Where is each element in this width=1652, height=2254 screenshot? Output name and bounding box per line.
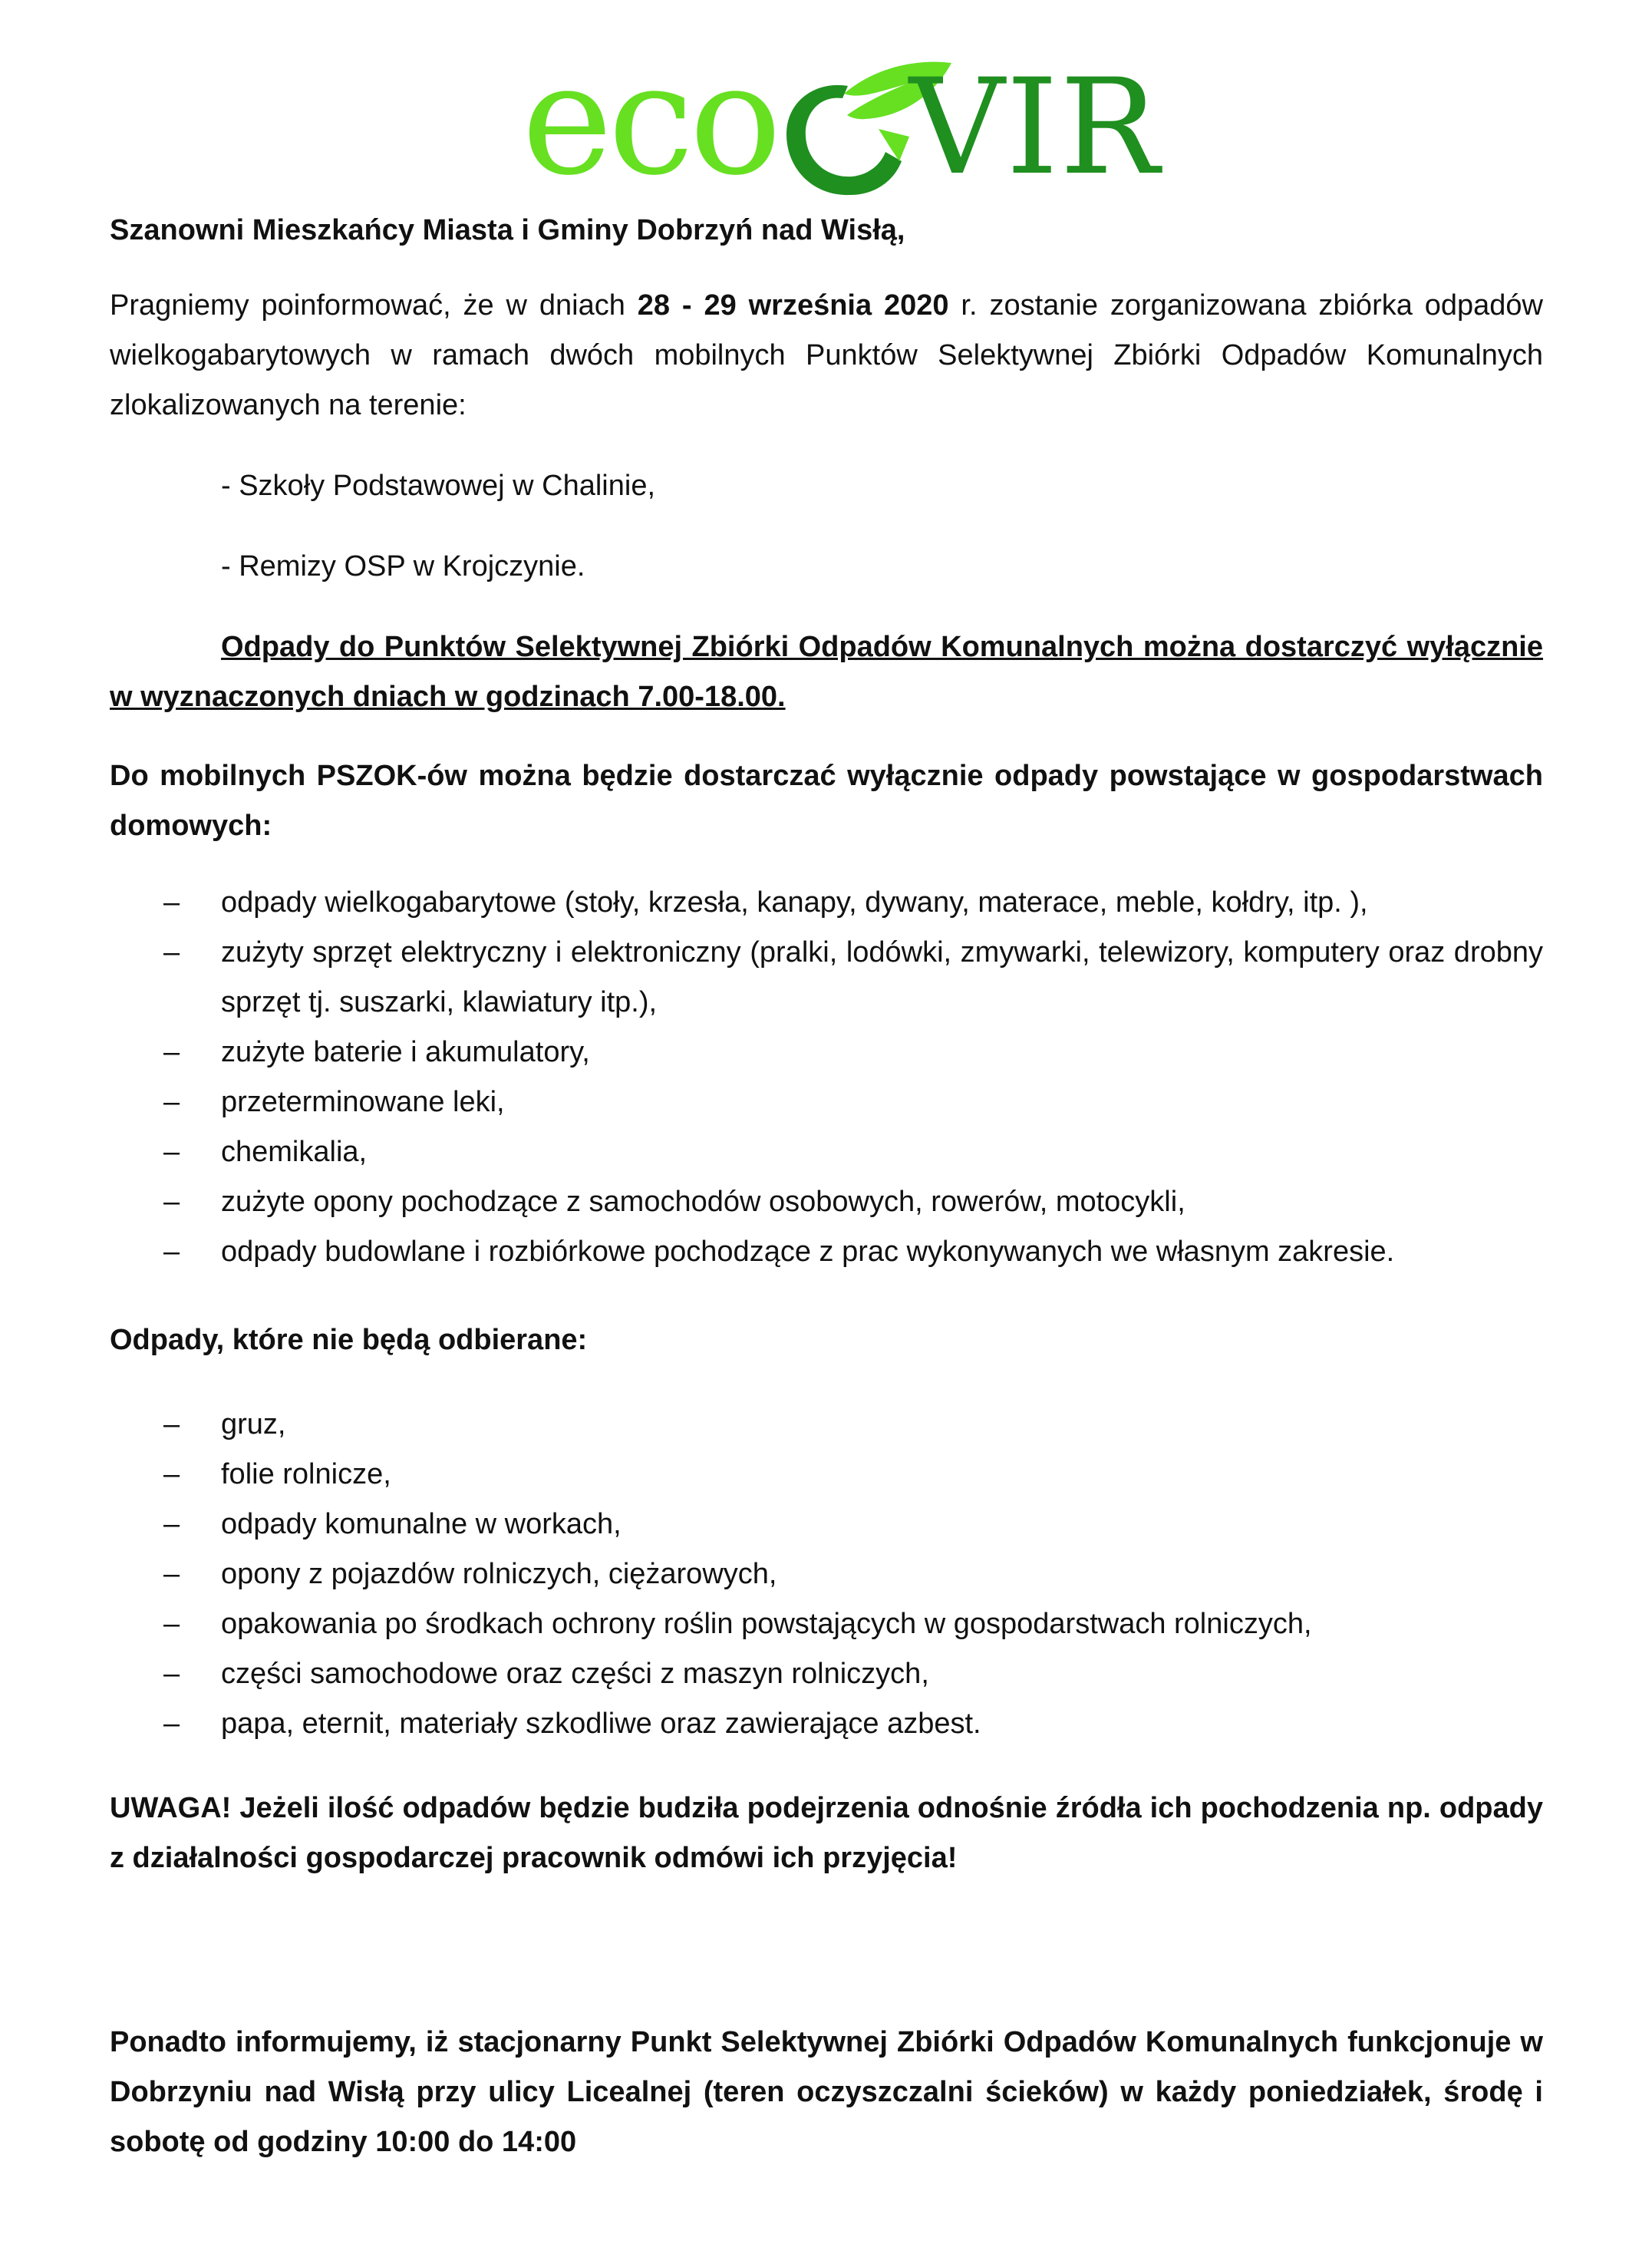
list-item: – części samochodowe oraz części z maszyn rolniczych, <box>110 1649 1543 1699</box>
dash-bullet: – <box>163 1408 180 1441</box>
list-item: – odpady wielkogabarytowe (stoły, krzesła, kanapy, dywany, materace, meble, kołdry, itp. ), <box>110 878 1543 928</box>
accepted-waste-list <box>110 878 1543 1277</box>
dash-bullet: – <box>163 1708 180 1740</box>
dash-bullet: – <box>163 1136 180 1168</box>
ecovir-logo <box>522 31 1161 210</box>
list-item: – zużyte baterie i akumulatory, <box>110 1028 1543 1077</box>
dash-bullet: – <box>163 936 180 969</box>
logo-text-eco: eco <box>522 31 777 210</box>
intro-paragraph <box>110 281 1543 431</box>
collection-dates: 28 - 29 września 2020 <box>637 289 949 322</box>
list-item: – przeterminowane leki, <box>110 1077 1543 1127</box>
list-item: – folie rolnicze, <box>110 1450 1543 1500</box>
list-item: – odpady komunalne w workach, <box>110 1500 1543 1549</box>
location-item: - Remizy OSP w Krojczynie. <box>221 550 585 582</box>
list-item: – zużyty sprzęt elektryczny i elektroniczny (pralki, lodówki, zmywarki, telewizory, komputery oraz drobny sprzęt tj. suszarki, klawiatury itp.), <box>110 928 1543 1028</box>
intro-before: Pragniemy poinformować, że w dniach <box>110 289 638 322</box>
dash-bullet: – <box>163 1508 180 1540</box>
list-item: – odpady budowlane i rozbiórkowe pochodzące z prac wykonywanych we własnym zakresie. <box>110 1227 1543 1277</box>
dash-bullet: – <box>163 1086 180 1118</box>
list-item: – opony z pojazdów rolniczych, ciężarowych, <box>110 1549 1543 1599</box>
closing-paragraph: Ponadto informujemy, iż stacjonarny Punkt Selektywnej Zbiórki Odpadów Komunalnych funkcjonuje w Dobrzyniu nad Wisłą przy ulicy Licealnej (teren oczyszczalni ścieków) w każdy poniedziałek, środę i sobotę od godziny 10:00 do 14:00 <box>110 2026 1543 2158</box>
logo-text-vir: VIR <box>909 50 1161 204</box>
list-item: – opakowania po środkach ochrony roślin powstających w gospodarstwach rolniczych, <box>110 1599 1543 1649</box>
dash-bullet: – <box>163 1236 180 1268</box>
dash-bullet: – <box>163 1186 180 1218</box>
list-item: – gruz, <box>110 1400 1543 1450</box>
dash-bullet: – <box>163 1036 180 1068</box>
accepted-waste-heading: Do mobilnych PSZOK-ów można będzie dostarczać wyłącznie odpady powstające w gospodarstwach domowych: <box>110 760 1543 842</box>
dash-bullet: – <box>163 1658 180 1690</box>
arrow-icon <box>879 129 909 161</box>
hours-notice: Odpady do Punktów Selektywnej Zbiórki Odpadów Komunalnych można dostarczyć wyłącznie w wyznaczonych dniach w godzinach 7.00-18.00. <box>110 631 1543 713</box>
greeting: Szanowni Mieszkańcy Miasta i Gminy Dobrzyń nad Wisłą, <box>110 214 905 246</box>
list-item: – papa, eternit, materiały szkodliwe oraz zawierające azbest. <box>110 1699 1543 1749</box>
dash-bullet: – <box>163 886 180 919</box>
rejected-waste-list <box>110 1400 1543 1749</box>
list-item: – zużyte opony pochodzące z samochodów osobowych, rowerów, motocykli, <box>110 1177 1543 1227</box>
dash-bullet: – <box>163 1558 180 1590</box>
warning-paragraph: UWAGA! Jeżeli ilość odpadów będzie budziła podejrzenia odnośnie źródła ich pochodzenia np. odpady z działalności gospodarczej pracownik odmówi ich przyjęcia! <box>110 1792 1543 1874</box>
intro-after: r. zostanie zorganizowana zbiórka odpadów wielkogabarytowych w ramach dwóch mobilnych Punktów Selektywnej Zbiórki Odpadów Komunalnych zlokalizowanych na terenie: <box>110 289 1543 421</box>
dash-bullet: – <box>163 1608 180 1640</box>
list-item: – chemikalia, <box>110 1127 1543 1177</box>
rejected-waste-heading: Odpady, które nie będą odbierane: <box>110 1324 588 1356</box>
dash-bullet: – <box>163 1458 180 1490</box>
letter-body <box>110 206 1543 2167</box>
location-item: - Szkoły Podstawowej w Chalinie, <box>221 470 656 502</box>
